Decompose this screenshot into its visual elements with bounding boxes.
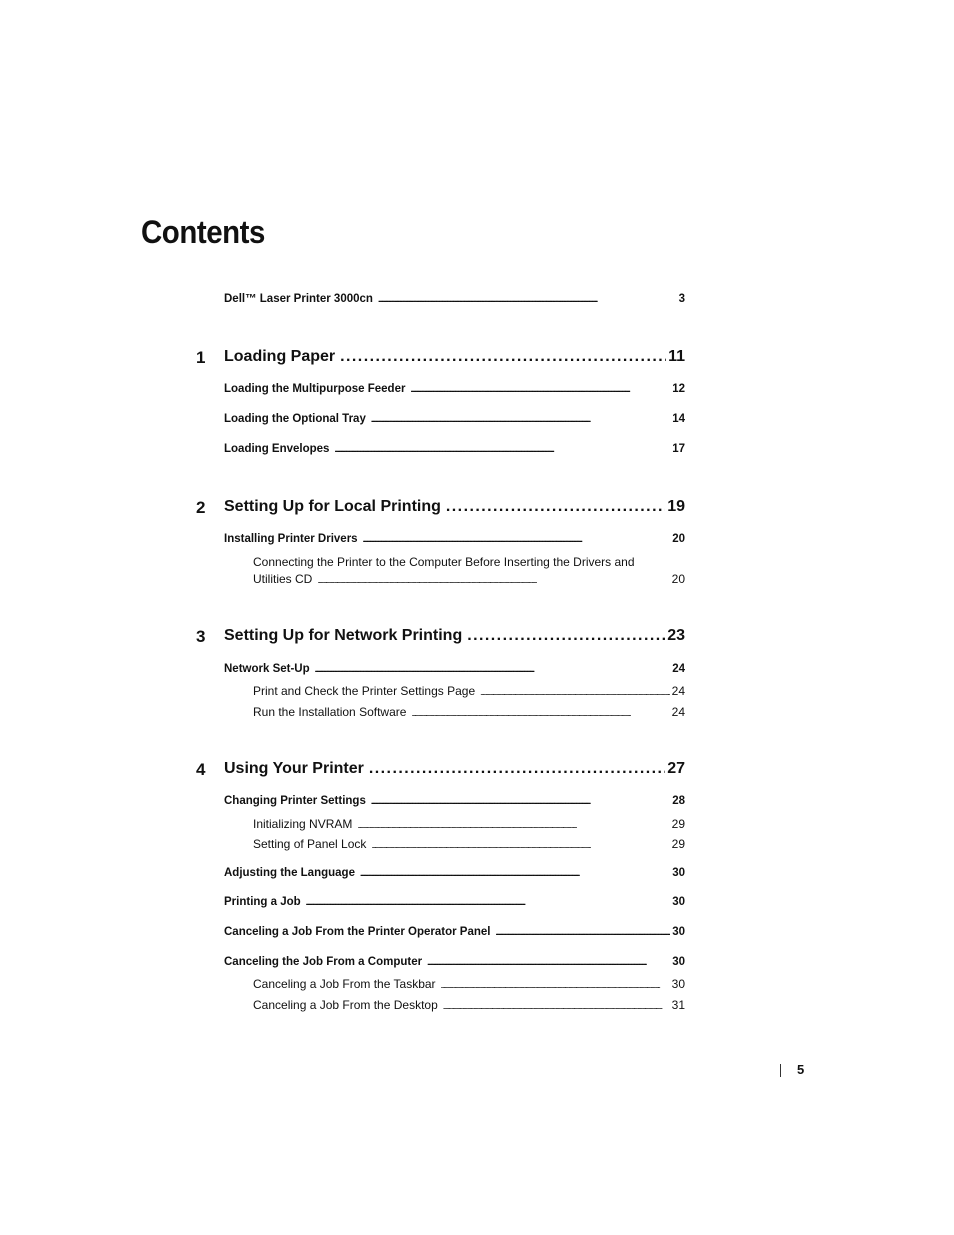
toc-page-number: 30 [672,867,685,879]
toc-subentry[interactable] [253,998,685,1012]
toc-subentry[interactable] [253,817,685,831]
leader-dots [446,498,665,516]
toc-chapter-title: Loading Paper [224,348,336,365]
toc-subentry[interactable] [253,684,685,698]
toc-entry[interactable] [224,795,685,807]
toc-entry[interactable] [224,956,685,968]
toc-entry[interactable] [224,926,685,938]
toc-page-number: 20 [672,533,685,545]
toc-entry-label: Canceling a Job From the Taskbar [253,977,436,991]
toc-chapter-using-printer[interactable] [224,760,685,778]
toc-entry[interactable] [224,413,685,425]
page-title: Contents [141,214,265,250]
leader-dots [427,956,670,968]
toc-entry[interactable] [224,663,685,675]
leader-dots [315,663,671,675]
leader-dots [363,533,671,545]
toc-page-number: 24 [671,684,685,698]
toc-entry[interactable] [224,533,685,545]
toc-page-number: 24 [671,705,685,719]
toc-page-number: 30 [672,926,685,938]
toc-page-number: 29 [671,837,685,851]
toc-entry-intro[interactable] [224,293,685,305]
chapter-number: 2 [196,498,206,517]
leader-dots [443,998,670,1012]
footer-divider [780,1064,781,1077]
leader-dots [357,817,669,831]
toc-chapter-title: Setting Up for Local Printing [224,498,441,515]
toc-page-number: 29 [671,817,685,831]
toc-chapter-local-printing[interactable] [224,498,685,516]
toc-page-number: 30 [672,956,685,968]
toc-subentry[interactable] [253,977,685,991]
leader-dots [467,627,665,645]
toc-entry-label: Run the Installation Software [253,705,407,719]
leader-dots [480,684,670,698]
toc-subentry[interactable] [253,572,685,586]
toc-page-number: 30 [672,896,685,908]
toc-chapter-title: Using Your Printer [224,760,364,777]
toc-page-number: 20 [671,572,685,586]
toc-entry-label: Canceling a Job From the Desktop [253,998,438,1012]
leader-dots [378,293,677,305]
chapter-number: 4 [196,760,206,779]
toc-page-number: 28 [672,795,685,807]
toc-chapter-network-printing[interactable] [224,627,685,645]
toc-page-number: 3 [678,293,685,305]
toc-entry-label: Printing a Job [224,896,301,908]
toc-page-number: 11 [668,348,685,365]
toc-page-number: 17 [672,443,685,455]
toc-chapter-title: Setting Up for Network Printing [224,627,463,644]
leader-dots [371,837,669,851]
leader-dots [371,413,670,425]
toc-entry-label: Canceling the Job From a Computer [224,956,423,968]
toc-entry-label: Installing Printer Drivers [224,533,358,545]
leader-dots [317,572,669,586]
toc-page-number: 23 [667,627,685,644]
toc-entry-label: Changing Printer Settings [224,795,366,807]
toc-subentry[interactable] [253,837,685,851]
leader-dots [411,705,669,719]
leader-dots [306,896,671,908]
toc-chapter-loading-paper[interactable] [224,348,685,366]
leader-dots [495,926,670,938]
toc-page-number: 30 [671,977,685,991]
toc-entry[interactable] [224,383,685,395]
toc-entry-label: Loading Envelopes [224,443,330,455]
toc-entry-label: Utilities CD [253,572,313,586]
leader-dots [340,348,666,366]
toc-page-number: 19 [667,498,685,515]
toc-page-number: 14 [672,413,685,425]
toc-page-number: 24 [672,663,685,675]
toc-page-number: 12 [672,383,685,395]
chapter-number: 3 [196,627,206,646]
leader-dots [410,383,670,395]
toc-entry[interactable] [224,867,685,879]
chapter-number: 1 [196,348,206,367]
leader-dots [360,867,670,879]
toc-entry-label: Network Set-Up [224,663,310,675]
leader-dots [371,795,670,807]
toc-entry-label: Print and Check the Printer Settings Page [253,684,476,698]
toc-entry-label: Dell™ Laser Printer 3000cn [224,293,373,305]
toc-entry-label: Loading the Optional Tray [224,413,366,425]
toc-entry-label: Adjusting the Language [224,867,355,879]
leader-dots [369,760,665,778]
toc-subentry-line1[interactable]: Connecting the Printer to the Computer Before Inserting the Drivers and [253,555,635,569]
toc-entry-label: Setting of Panel Lock [253,837,367,851]
toc-page-number: 27 [667,760,685,777]
toc-entry-label: Canceling a Job From the Printer Operator Panel [224,926,491,938]
toc-entry[interactable] [224,443,685,455]
toc-entry[interactable] [224,896,685,908]
footer-page-number: 5 [797,1062,805,1077]
toc-page-number: 31 [671,998,685,1012]
leader-dots [441,977,670,991]
leader-dots [334,443,670,455]
toc-subentry[interactable] [253,705,685,719]
toc-entry-label: Loading the Multipurpose Feeder [224,383,406,395]
toc-entry-label: Initializing NVRAM [253,817,353,831]
